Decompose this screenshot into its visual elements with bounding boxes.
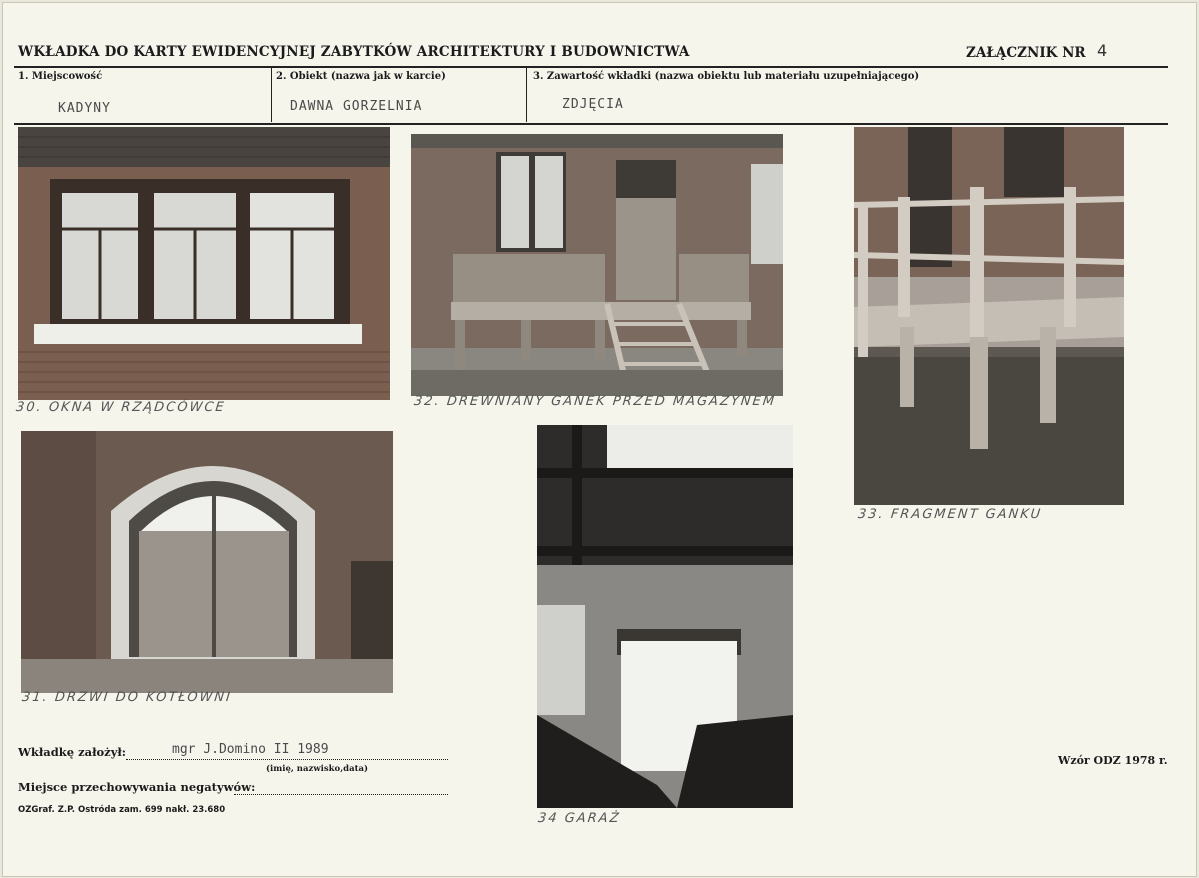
object-label: 2. Obiekt (nazwa jak w karcie) (276, 71, 446, 82)
negatives-label: Miejsce przechowywania negatywów: (18, 780, 256, 794)
form-template-label: Wzór ODZ 1978 r. (1058, 754, 1168, 767)
created-by-label: Wkładkę założył: (18, 745, 127, 759)
caption-30: 30. OKNA W RZĄDCÓWCE (15, 400, 227, 415)
attachment-label: ZAŁĄCZNIK NR (966, 45, 1086, 61)
contents-label: 3. Zawartość wkładki (nazwa obiektu lub materiału uzupełniającego) (533, 71, 920, 82)
created-by-hint: (imię, nazwisko,data) (266, 764, 369, 774)
caption-31: 31. DRZWI DO KOTŁOWNI (21, 690, 233, 705)
fields-divider-2 (526, 68, 527, 122)
created-by-line (126, 758, 448, 760)
print-info: OZGraf. Z.P. Ostróda zam. 699 nakł. 23.680 (18, 805, 226, 815)
door-photo (21, 431, 393, 693)
negatives-line (234, 793, 448, 795)
form-title: WKŁADKA DO KARTY EWIDENCYJNEJ ZABYTKÓW ARCHITEKTURY I BUDOWNICTWA (18, 44, 690, 60)
attachment-number: 4 (1097, 41, 1108, 60)
header-rule (14, 66, 1168, 68)
caption-33: 33. FRAGMENT GANKU (857, 507, 1043, 522)
caption-32: 32. DREWNIANY GANEK PRZED MAGAZYNEM (413, 394, 777, 409)
fields-bottom-rule (14, 123, 1168, 125)
fields-divider-1 (271, 68, 272, 122)
created-by-value: mgr J.Domino II 1989 (172, 742, 329, 757)
locality-label: 1. Miejscowość (18, 71, 103, 82)
contents-value: ZDJĘCIA (562, 97, 624, 112)
locality-value: KADYNY (58, 101, 111, 116)
garage-photo (537, 425, 793, 808)
caption-34: 34 GARAŻ (537, 811, 622, 826)
porch-detail-photo (854, 127, 1124, 505)
object-value: DAWNA GORZELNIA (290, 99, 423, 114)
windows-photo (18, 127, 390, 400)
porch-photo (411, 134, 783, 396)
